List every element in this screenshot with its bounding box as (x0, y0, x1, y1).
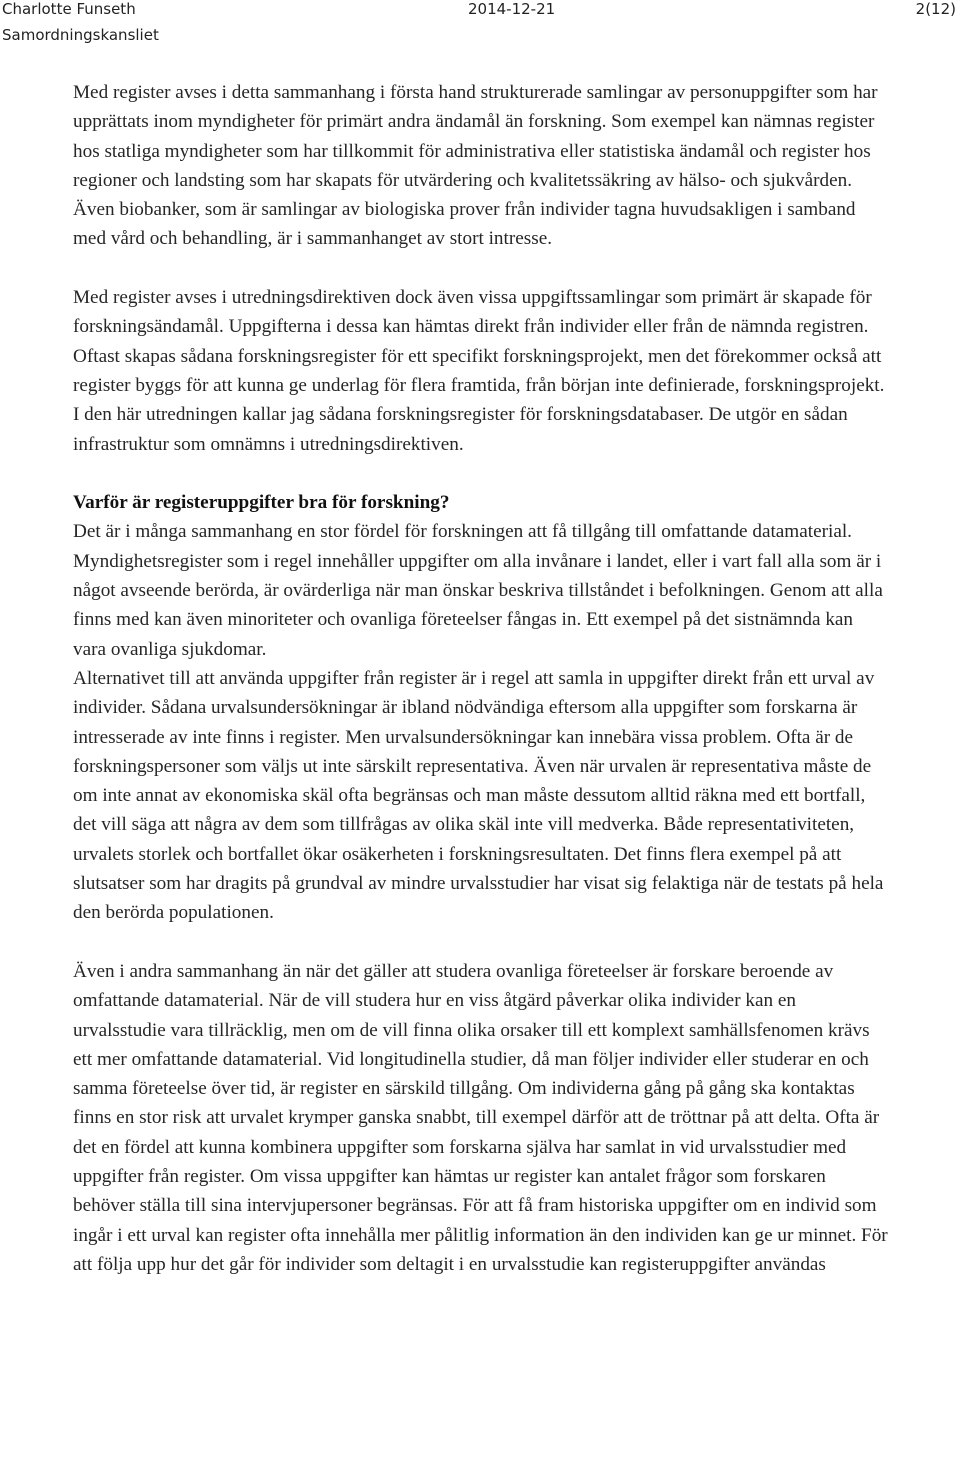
header-date: 2014-12-21 (468, 0, 556, 18)
paragraph-data-advantage: Det är i många sammanhang en stor fördel för forskningen att få tillgång till omfattande datamaterial. Myndighetsregister som i regel innehåller uppgifter om alla invånare i landet, eller i vart fall alla som är i något avseende berörda, är ovärderliga när man önskar beskriva tillståndet i befolkningen. Genom att alla finns med kan även minoriteter och ovanliga företeelser fångas in. Ett exempel på det sistnämnda kan vara ovanliga sjukdomar. (73, 521, 883, 660)
paragraph-longitudinal: Även i andra sammanhang än när det gäller att studera ovanliga företeelser är forskare beroende av omfattande datamaterial. När de vill studera hur en viss åtgärd påverkar olika individer kan en urvalsstudie vara tillräcklig, men om de vill finna olika orsaker till ett komplext samhällsfenomen krävs ett mer omfattande datamaterial. Vid longitudinella studier, då man följer individer eller studerar en och samma företeelse över tid, är register en särskild tillgång. Om individerna gång på gång ska kontaktas finns en stor risk att urvalet krymper ganska snabbt, till exempel därför att de tröttnar på att delta. Ofta är det en fördel att kunna kombinera uppgifter som forskarna själva har samlat in vid urvalsstudier med uppgifter från register. Om vissa uppgifter kan hämtas ur register kan antalet frågor som forskaren behöver ställa till sina intervjupersoner begränsas. För att få fram historiska uppgifter om en individ som ingår i ett urval kan register ofta innehålla mer pålitlig information än den individen kan ge ur minnet. För att följa upp hur det går för individer som deltagit i en urvalsstudie kan registeruppgifter användas (73, 960, 888, 1275)
header-author: Charlotte Funseth (2, 0, 136, 18)
paragraph-sample-surveys: Alternativet till att använda uppgifter från register är i regel att samla in uppgifter direkt från ett urval av individer. Sådana urvalsundersökningar är ibland nödvändiga eftersom alla uppgifter som forskarna är intresserade av inte finns i register. Men urvalsundersökningar kan innebära vissa problem. Ofta är de forskningspersoner som väljs ut inte särskilt representativa. Även när urvalen är representativa måste de om inte annat av ekonomiska skäl ofta begränsas och man måste dessutom alltid räkna med ett bortfall, det vill säga att några av dem som tillfrågas av olika skäl inte vill medverka. Både representativiteten, urvalets storlek och bortfallet ökar osäkerheten i forskningsresultaten. Det finns flera exempel på att slutsatser som har dragits på grundval av mindre urvalsstudier har visat sig felaktiga när de testats på hela den berörda populationen. (73, 667, 884, 924)
paragraph-research-databases: Med register avses i utredningsdirektiven dock även vissa uppgiftssamlingar som primärt är skapade för forskningsändamål. Uppgifterna i dessa kan hämtas direkt från individer eller från de nämnda registren. Oftast skapas sådana forskningsregister för ett specifikt forskningsprojekt, men det förekommer också att register byggs för att kunna ge underlag för flera framtida, från början inte definierade, forskningsprojekt. I den här utredningen kallar jag sådana forskningsregister för forskningsdatabaser. De utgör en sådan infrastruktur som omnämns i utredningsdirektiven. (73, 287, 885, 455)
section-heading: Varför är registeruppgifter bra för forskning? (73, 492, 450, 514)
document-body (73, 78, 888, 1279)
page-header (0, 0, 960, 50)
header-organization: Samordningskansliet (2, 26, 159, 44)
paragraph-register-definition: Med register avses i detta sammanhang i första hand strukturerade samlingar av personuppgifter som har upprättats inom myndigheter för primärt andra ändamål än forskning. Som exempel kan nämnas register hos statliga myndigheter som har tillkommit för administrativa eller statistiska ändamål och register hos regioner och landsting som har skapats för utvärdering och kvalitetssäkring av hälso- och sjukvården. Även biobanker, som är samlingar av biologiska prover från individer tagna huvudsakligen i samband med vård och behandling, är i sammanhanget av stort intresse. (73, 82, 878, 250)
header-page-number: 2(12) (915, 0, 956, 18)
